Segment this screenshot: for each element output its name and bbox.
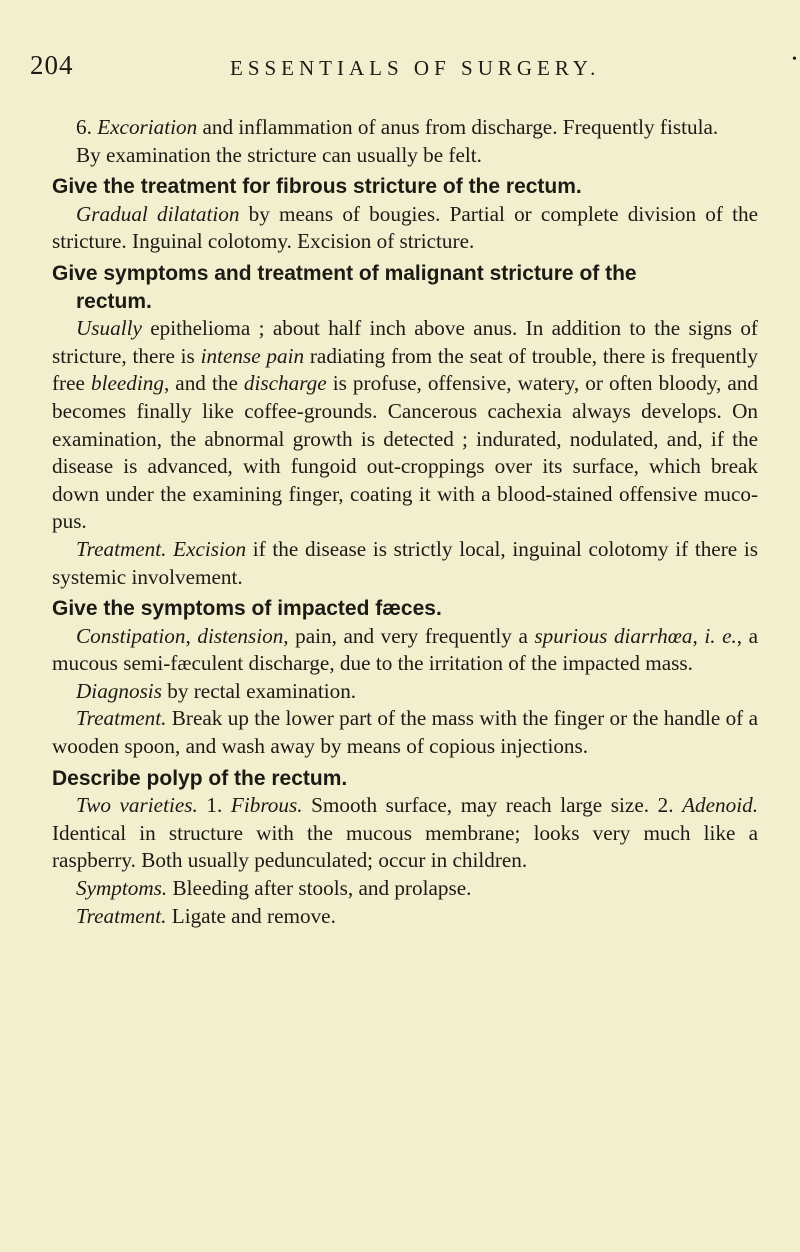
text: , xyxy=(185,623,198,648)
answer-fibrous-stricture xyxy=(52,201,758,256)
answer-polyp-varieties xyxy=(52,792,758,875)
term-two-varieties: Two varieties. xyxy=(76,793,198,818)
text: radiating from the seat of trouble, there is frequently free xyxy=(52,343,758,396)
answer-malignant-treatment xyxy=(52,536,758,591)
term-bleeding: bleeding xyxy=(90,371,164,396)
paragraph-examination xyxy=(52,142,758,170)
answer-impacted-symptoms xyxy=(52,623,758,678)
running-title: ESSENTIALS OF SURGERY. xyxy=(230,56,601,80)
term-discharge: discharge xyxy=(243,371,327,396)
question-rectal-polyp: Describe polyp of the rectum. xyxy=(52,766,348,790)
page-header xyxy=(30,50,797,90)
answer-polyp-treatment xyxy=(52,903,758,931)
text: , xyxy=(692,623,705,648)
text: , a mucous semi-fæculent discharge, due to the irritation of the impacted mass. xyxy=(52,623,759,676)
paragraph-excoriation xyxy=(52,114,758,142)
term-usually: Usually xyxy=(76,316,142,341)
text: Bleeding after stools, and prolapse. xyxy=(167,876,472,901)
answer-impacted-treatment xyxy=(52,705,758,760)
text: Identical in structure with the mucous membrane; looks very much like a raspberry. Both usually pedunculated; occur in children. xyxy=(52,820,758,873)
text: epithelioma ; about half inch above anus. In addition to the signs of stricture, there is xyxy=(52,316,758,368)
text: Smooth surface, may reach large size. 2. xyxy=(302,793,683,818)
text: and inflammation of anus from discharge. Frequently fistula. xyxy=(197,115,719,139)
page-body xyxy=(52,114,758,930)
term-symptoms: Symptoms. xyxy=(76,876,168,901)
term-ie: i. e. xyxy=(704,623,737,648)
term-distension: distension xyxy=(197,623,284,648)
term-treatment: Treatment. xyxy=(76,536,167,561)
question-malignant-stricture xyxy=(52,260,758,315)
answer-polyp-symptoms xyxy=(52,875,758,903)
answer-impacted-diagnosis xyxy=(52,678,758,706)
printer-mark: • xyxy=(792,52,797,67)
heading-line: rectum. xyxy=(76,289,152,313)
term-intense-pain: intense pain xyxy=(200,343,305,368)
text: if the disease is strictly local, inguinal colotomy if there is systemic involvement. xyxy=(52,536,758,589)
term-excision: Excision xyxy=(173,536,247,561)
term-gradual-dilatation: Gradual dilatation xyxy=(76,201,240,226)
text: 1. xyxy=(197,793,231,818)
text: Break up the lower part of the mass with the finger or the handle of a wooden spoon, and wash away by means of copious injections. xyxy=(52,706,758,759)
text: by means of bougies. Partial or complete division of the stricture. Inguinal colotomy. Excision of stricture. xyxy=(52,201,758,254)
term-fibrous: Fibrous. xyxy=(230,793,303,818)
question-impacted-faeces: Give the symptoms of impacted fæces. xyxy=(52,597,442,621)
text: By examination the stricture can usually be felt. xyxy=(76,142,482,167)
text: Ligate and remove. xyxy=(166,903,336,928)
text: , pain, and very frequently a xyxy=(283,623,535,648)
answer-malignant-symptoms xyxy=(52,315,758,536)
page-number: 204 xyxy=(30,50,74,80)
text: by rectal examination. xyxy=(161,678,357,703)
term-diagnosis: Diagnosis xyxy=(76,678,162,703)
text: is profuse, offensive, watery, or often bloody, and becomes finally like coffee-grounds. Cancerous cachexia always develops. On examination, the abnormal growth is detected ; indurated, nodulated, and, if the disease is advanced, with fungoid out-croppings over its surface, which break down under the examining finger, coating it with a blood-stained offensive muco-pus. xyxy=(52,371,758,534)
term-excoriation: Excoriation xyxy=(97,115,198,139)
term-adenoid: Adenoid. xyxy=(682,793,759,818)
heading-line: Give symptoms and treatment of malignant stricture of the xyxy=(52,261,637,285)
question-fibrous-stricture: Give the treatment for fibrous stricture of the rectum. xyxy=(52,175,582,199)
text: , and the xyxy=(163,371,244,396)
term-spurious-diarrhoea: spurious diarrhœa xyxy=(534,623,693,648)
list-number: 6. xyxy=(76,115,92,139)
term-treatment: Treatment. xyxy=(76,903,167,928)
term-constipation: Constipation xyxy=(76,623,186,648)
term-treatment: Treatment. xyxy=(76,706,167,731)
